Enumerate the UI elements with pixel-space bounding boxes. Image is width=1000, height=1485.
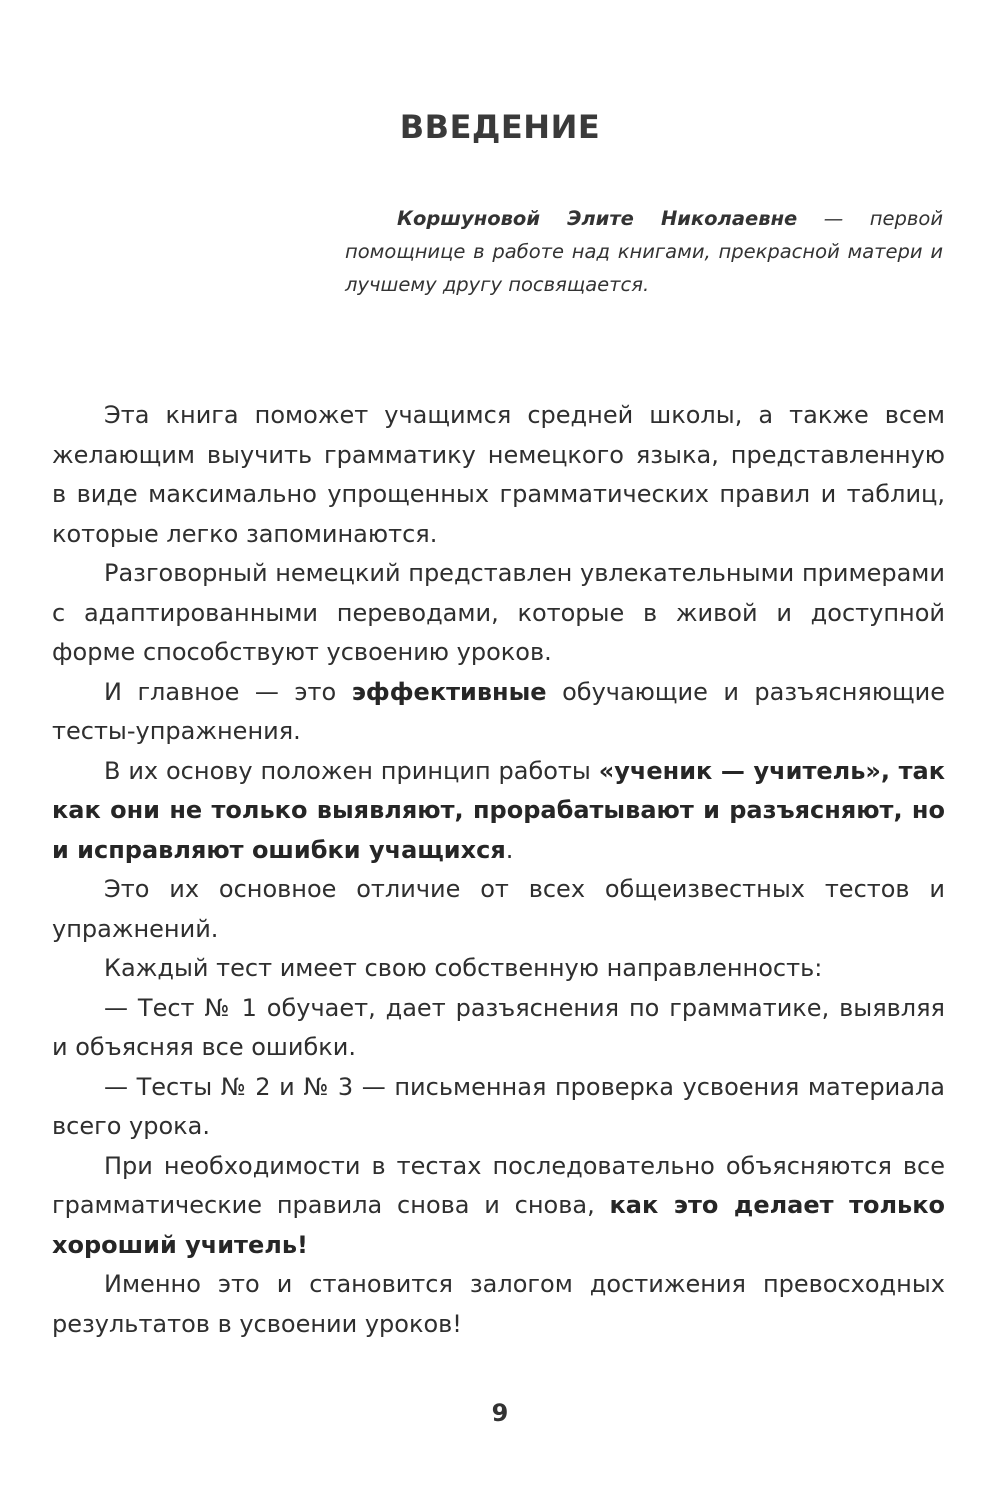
paragraph-5: Это их основное отличие от всех общеизвестных тестов и упражнений. [52,875,945,943]
paragraph-10: Именно это и становится залогом достижения превосходных результатов в усвоении уроков! [52,1270,945,1338]
dedication-text: — первой помощнице в работе над книгами, прекрасной матери и лучшему другу посвящается. [345,207,943,296]
paragraph-9-start: При необходимости в тестах последовательно объясняются все грамматические правила снова и снова, [52,1151,945,1219]
paragraph-7: — Тест № 1 обучает, дает разъяснения по грамматике, выявляя и объясняя все ошибки. [52,993,945,1061]
paragraph-3 [52,673,945,752]
paragraph-3-emphasis: эффективные [351,677,547,706]
paragraph-4-end: . [505,835,514,864]
paragraph-4-start: В их основу положен принцип работы [104,756,599,785]
page-title: ВВЕДЕНИЕ [399,108,601,146]
page-number: 9 [491,1399,509,1427]
paragraph-3-start: И главное — это [104,677,352,706]
paragraph-3-end: обучающие и разъясняющие тесты-упражнения. [52,677,945,745]
paragraph-6: Каждый тест имеет свою собственную направленность: [104,954,823,982]
paragraph-9-emphasis: как это делает только хороший учитель! [52,1191,946,1259]
body-text [52,396,945,1344]
dedication [345,202,943,301]
paragraph-8: — Тесты № 2 и № 3 — письменная проверка усвоения материала всего урока. [52,1072,945,1140]
dedication-name: Коршуновой Элите Николаевне [397,207,798,230]
paragraph-4 [52,752,945,871]
paragraph-4-emphasis: «ученик — учитель», так как они не только выявляют, прорабатывают и разъясняют, но и исправляют ошибки учащихся [52,756,945,864]
paragraph-2: Разговорный немецкий представлен увлекательными примерами с адаптированными переводами, которые в живой и доступной форме способствуют усвоению уроков. [52,559,945,666]
paragraph-1: Эта книга поможет учащимся средней школы, а также всем желающим выучить грамматику немецкого языка, представленную в виде максимально упрощенных грамматических правил и таблиц, которые легко запоминаются. [52,401,945,548]
paragraph-9 [52,1147,945,1266]
